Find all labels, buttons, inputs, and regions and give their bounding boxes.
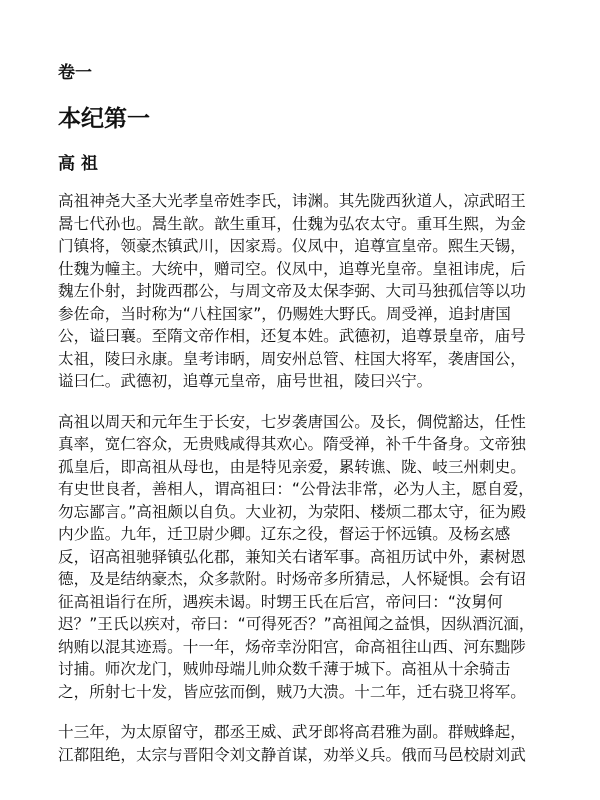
text-line: 谥曰仁。武德初，追尊元皇帝，庙号世祖，陵曰兴宁。	[58, 372, 433, 390]
text-line: 纳贿以混其迹焉。十一年，炀帝幸汾阳宫，命高祖往山西、河东黜陟	[58, 637, 526, 656]
text-line: 高祖神尧大圣大光孝皇帝姓李氏，讳渊。其先陇西狄道人，凉武昭王	[58, 192, 526, 210]
text-line: 勿忘鄙言。”高祖颇以自负。大业初，为荥阳、楼烦二郡太守，征为殿	[58, 502, 527, 521]
text-line: 讨捕。师次龙门，贼帅母端儿帅众数千薄于城下。高祖从十余骑击	[58, 660, 511, 678]
text-line: 暠七代孙也。暠生歆。歆生重耳，仕魏为弘农太守。重耳生熙，为金	[58, 214, 526, 233]
article-body	[58, 190, 548, 784]
text-line: 有史世良者，善相人，谓高祖曰：“公骨法非常，必为人主，愿自爱，	[58, 480, 534, 498]
text-line: 内少监。九年，迁卫尉少卿。辽东之役，督运于怀远镇。及杨玄感	[58, 525, 511, 543]
text-line: 真率，宽仁容众，无贵贱咸得其欢心。隋受禅，补千牛备身。文帝独	[58, 435, 526, 453]
text-line: 江都阻绝，太宗与晋阳令刘文静首谋，劝举义兵。俄而马邑校尉刘武	[58, 745, 526, 764]
text-line: 孤皇后，即高祖从母也，由是特见亲爱，累转谯、陇、岐三州刺史。	[58, 457, 526, 476]
text-line: 高祖以周天和元年生于长安，七岁袭唐国公。及长，倜傥豁达，任性	[58, 412, 526, 431]
text-line: 德，及是结纳豪杰，众多款附。时炀帝多所猜忌，人怀疑惧。会有诏	[58, 570, 526, 588]
text-line: 之，所射七十发，皆应弦而倒，贼乃大溃。十二年，迁右骁卫将军。	[58, 682, 526, 701]
text-line: 公，谥曰襄。至隋文帝作相，还复本姓。武德初，追尊景皇帝，庙号	[58, 327, 526, 345]
volume-heading: 卷一	[58, 63, 92, 83]
paragraph-1	[58, 190, 548, 393]
text-line: 迟？”王氏以疾对，帝曰：“可得死否？”高祖闻之益惧，因纵酒沉湎，	[58, 615, 535, 633]
text-line: 参佐命，当时称为“八柱国家”，仍赐姓大野氏。周受禅，追封唐国	[58, 304, 511, 323]
paragraph-2	[58, 411, 548, 704]
text-line: 太祖，陵曰永康。皇考讳昞，周安州总管、柱国大将军，袭唐国公，	[58, 349, 526, 368]
text-line: 征高祖诣行在所，遇疾未谒。时甥王氏在后宫，帝问曰：“汝舅何	[58, 592, 503, 611]
text-line: 十三年，为太原留守，郡丞王威、武牙郎将高君雅为副。群贼蜂起，	[58, 723, 526, 741]
chapter-heading: 本纪第一	[58, 106, 150, 132]
text-line: 反，诏高祖驰驿镇弘化郡，兼知关右诸军事。高祖历试中外，素树恩	[58, 547, 526, 566]
text-line: 魏左仆射，封陇西郡公，与周文帝及太保李弼、大司马独孤信等以功	[58, 282, 526, 300]
text-line: 门镇将，领豪杰镇武川，因家焉。仪凤中，追尊宣皇帝。熙生天锡，	[58, 237, 526, 255]
paragraph-3	[58, 721, 548, 766]
section-heading: 高 祖	[58, 154, 98, 174]
text-line: 仕魏为幢主。大统中，赠司空。仪凤中，追尊光皇帝。皇祖讳虎，后	[58, 259, 526, 278]
